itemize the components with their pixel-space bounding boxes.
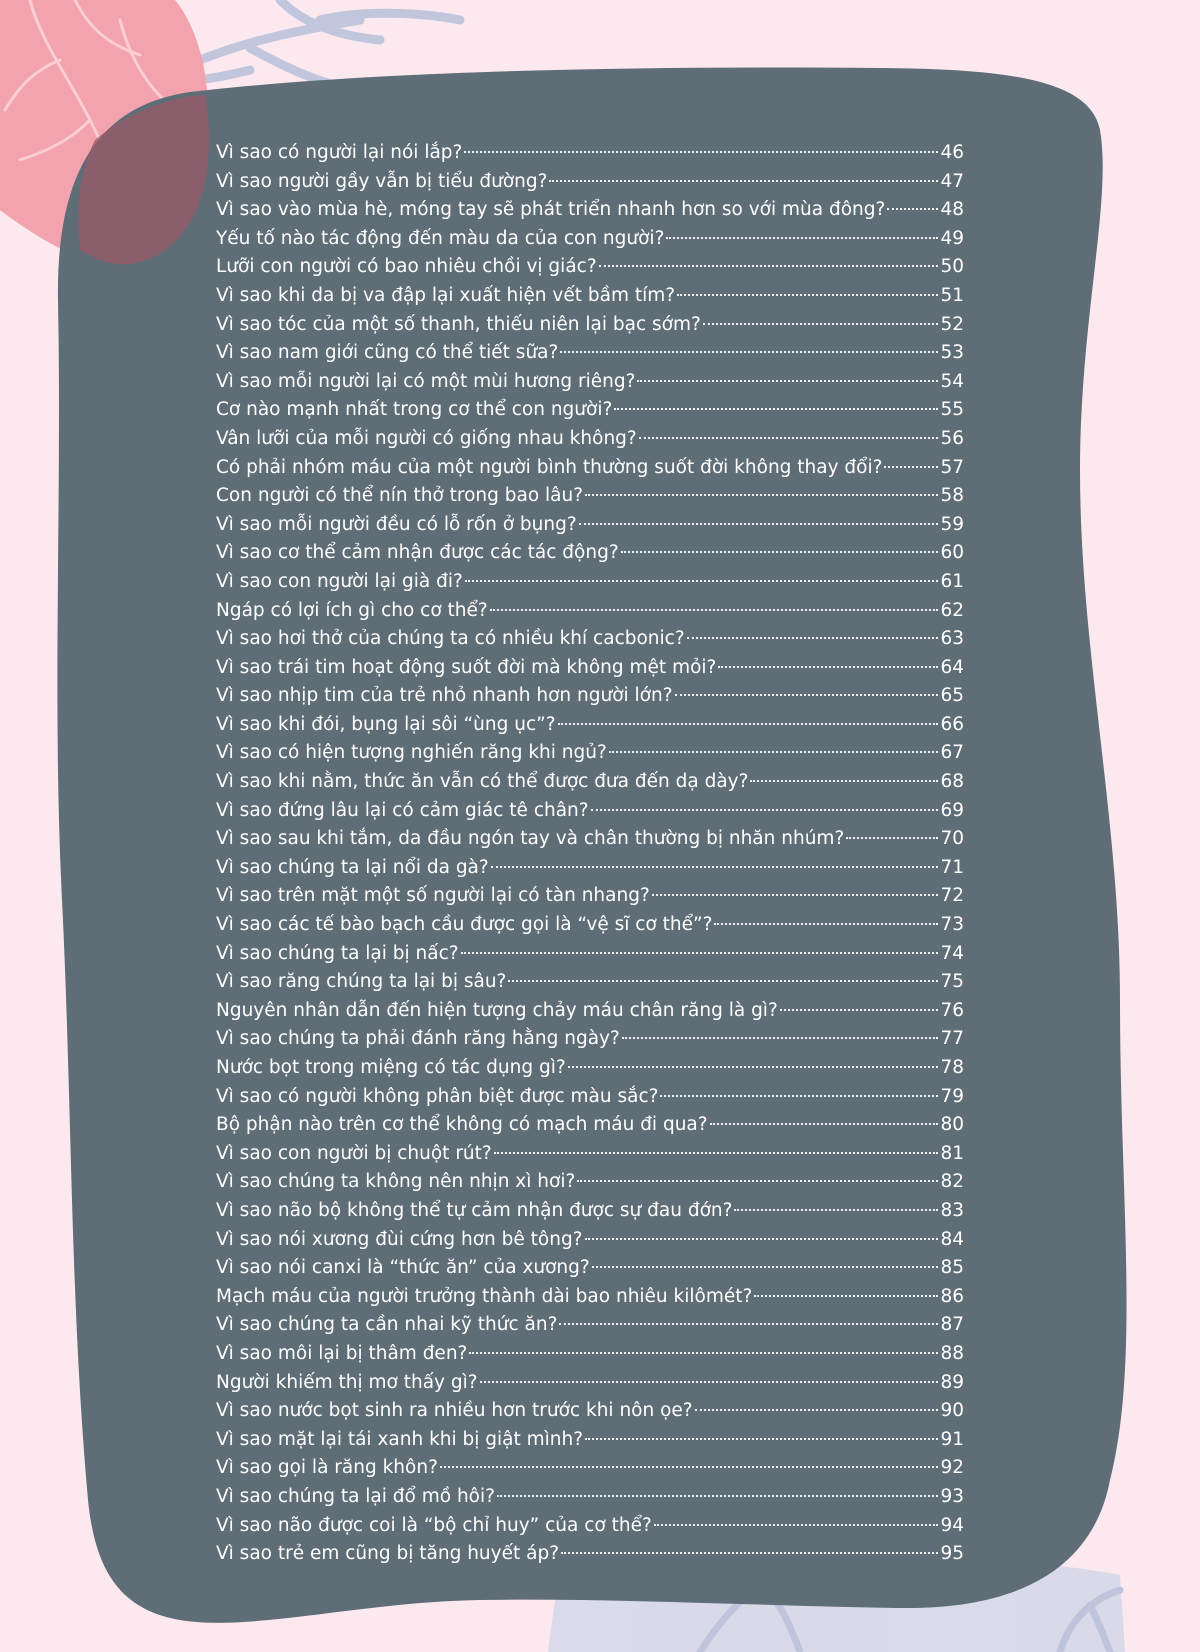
toc-entry[interactable]	[216, 1311, 964, 1340]
toc-entry[interactable]	[216, 797, 964, 826]
toc-entry-page-number: 62	[940, 599, 964, 621]
toc-entry-title: Mạch máu của người trưởng thành dài bao nhiêu kilômét?	[216, 1285, 753, 1307]
toc-dot-leader	[560, 351, 938, 353]
toc-entry-title: Vì sao vào mùa hè, móng tay sẽ phát triển nhanh hơn so với mùa đông?	[216, 199, 886, 221]
toc-entry-title: Vì sao cơ thể cảm nhận được các tác động?	[216, 542, 619, 564]
toc-entry-page-number: 79	[940, 1085, 964, 1107]
toc-dot-leader	[497, 1495, 938, 1497]
toc-entry-page-number: 50	[940, 256, 964, 278]
toc-entry-page-number: 69	[940, 799, 964, 821]
toc-entry-title: Vì sao trên mặt một số người lại có tàn nhang?	[216, 885, 650, 907]
toc-dot-leader	[585, 1438, 938, 1440]
toc-entry-page-number: 78	[940, 1057, 964, 1078]
toc-entry-title: Vì sao chúng ta phải đánh răng hằng ngày?	[216, 1028, 620, 1050]
toc-dot-leader	[464, 151, 938, 153]
toc-dot-leader	[884, 466, 938, 468]
toc-entry-page-number: 72	[940, 885, 964, 907]
toc-entry-title: Vì sao khi đói, bụng lại sôi “ùng ục”?	[216, 713, 556, 735]
toc-entry-title: Vì sao chúng ta không nên nhịn xì hơi?	[216, 1171, 576, 1193]
toc-entry-page-number: 95	[940, 1543, 964, 1565]
toc-entry-page-number: 89	[940, 1371, 964, 1393]
toc-entry[interactable]	[216, 768, 964, 797]
toc-dot-leader	[559, 1323, 938, 1325]
toc-entry-title: Vì sao môi lại bị thâm đen?	[216, 1342, 468, 1364]
toc-entry-page-number: 71	[940, 856, 964, 878]
toc-dot-leader	[585, 494, 938, 496]
toc-entry[interactable]	[216, 368, 964, 397]
toc-entry[interactable]	[216, 1483, 964, 1512]
toc-entry-title: Vì sao trẻ em cũng bị tăng huyết áp?	[216, 1543, 560, 1565]
toc-dot-leader	[677, 294, 938, 296]
toc-dot-leader	[549, 180, 938, 182]
toc-entry[interactable]	[216, 568, 964, 597]
toc-dot-leader	[579, 523, 939, 525]
toc-entry-title: Vì sao người gầy vẫn bị tiểu đường?	[216, 170, 548, 192]
toc-entry-page-number: 67	[940, 742, 964, 764]
toc-entry-title: Có phải nhóm máu của một người bình thường suốt đời không thay đổi?	[216, 456, 883, 478]
toc-entry-page-number: 57	[940, 456, 964, 478]
toc-dot-leader	[750, 780, 938, 782]
toc-entry-page-number: 70	[940, 828, 964, 850]
toc-entry[interactable]	[216, 196, 964, 225]
toc-entry-page-number: 76	[940, 999, 964, 1021]
toc-entry[interactable]	[216, 282, 964, 311]
toc-entry[interactable]	[216, 1025, 964, 1054]
toc-entry-page-number: 77	[940, 1028, 964, 1050]
toc-entry-title: Yếu tố nào tác động đến màu da của con người?	[216, 227, 665, 249]
toc-dot-leader	[585, 1238, 939, 1240]
toc-entry[interactable]	[216, 911, 964, 940]
toc-entry[interactable]	[216, 968, 964, 997]
toc-entry-page-number: 49	[940, 227, 964, 249]
toc-entry-title: Vì sao chúng ta cần nhai kỹ thức ăn?	[216, 1314, 558, 1336]
toc-entry-page-number: 83	[940, 1199, 964, 1221]
toc-entry-page-number: 60	[940, 542, 964, 564]
toc-dot-leader	[887, 208, 938, 210]
toc-dot-leader	[609, 751, 939, 753]
toc-entry[interactable]	[216, 997, 964, 1026]
toc-entry-title: Vì sao chúng ta lại nổi da gà?	[216, 856, 489, 878]
toc-dot-leader	[654, 1524, 939, 1526]
toc-entry[interactable]	[216, 654, 964, 683]
toc-dot-leader	[591, 809, 939, 811]
toc-entry-page-number: 92	[940, 1457, 964, 1479]
toc-entry[interactable]	[216, 940, 964, 969]
toc-entry-page-number: 85	[940, 1257, 964, 1279]
toc-entry-page-number: 46	[940, 142, 964, 163]
toc-entry-title: Vì sao não được coi là “bộ chỉ huy” của cơ thể?	[216, 1514, 652, 1536]
toc-entry[interactable]	[216, 1054, 964, 1083]
toc-entry-page-number: 53	[940, 342, 964, 364]
toc-dot-leader	[637, 380, 938, 382]
toc-entry-page-number: 80	[940, 1114, 964, 1136]
toc-dot-leader	[491, 866, 939, 868]
toc-dot-leader	[718, 666, 938, 668]
toc-entry-page-number: 61	[940, 570, 964, 592]
toc-entry-title: Vì sao mỗi người đều có lỗ rốn ở bụng?	[216, 513, 577, 535]
toc-entry-title: Vì sao nam giới cũng có thể tiết sữa?	[216, 342, 559, 364]
toc-entry-page-number: 86	[940, 1285, 964, 1307]
toc-entry-title: Vì sao khi da bị va đập lại xuất hiện vết bầm tím?	[216, 284, 676, 306]
toc-dot-leader	[687, 637, 939, 639]
toc-entry[interactable]	[216, 1397, 964, 1426]
toc-entry[interactable]	[216, 1426, 964, 1455]
toc-entry-page-number: 90	[940, 1400, 964, 1422]
toc-dot-leader	[577, 1180, 938, 1182]
toc-entry-title: Vì sao đứng lâu lại có cảm giác tê chân?	[216, 799, 589, 821]
toc-entry-page-number: 75	[940, 971, 964, 993]
toc-dot-leader	[568, 1066, 939, 1068]
toc-entry-page-number: 54	[940, 370, 964, 392]
toc-entry[interactable]	[216, 339, 964, 368]
toc-entry-title: Vì sao não bộ không thể tự cảm nhận được sự đau đớn?	[216, 1199, 733, 1221]
toc-entry-page-number: 64	[940, 656, 964, 678]
toc-entry-title: Bộ phận nào trên cơ thể không có mạch máu đi qua?	[216, 1114, 708, 1136]
toc-entry[interactable]	[216, 1226, 964, 1255]
toc-entry[interactable]	[216, 739, 964, 768]
toc-entry[interactable]	[216, 597, 964, 626]
toc-dot-leader	[592, 1266, 939, 1268]
toc-entry[interactable]	[216, 396, 964, 425]
toc-entry[interactable]	[216, 625, 964, 654]
toc-dot-leader	[461, 952, 939, 954]
toc-entry[interactable]	[216, 511, 964, 540]
toc-entry-page-number: 68	[940, 771, 964, 793]
toc-entry-title: Vì sao có người lại nói lắp?	[216, 142, 463, 163]
toc-entry-page-number: 81	[940, 1142, 964, 1164]
toc-entry-title: Ngáp có lợi ích gì cho cơ thể?	[216, 599, 488, 621]
toc-entry-page-number: 84	[940, 1228, 964, 1250]
toc-entry[interactable]	[216, 1369, 964, 1398]
toc-entry[interactable]	[216, 482, 964, 511]
table-of-contents	[216, 139, 964, 1569]
toc-entry-page-number: 47	[940, 170, 964, 192]
toc-dot-leader	[465, 580, 939, 582]
toc-entry-page-number: 66	[940, 713, 964, 735]
toc-entry[interactable]	[216, 1540, 964, 1569]
toc-entry[interactable]	[216, 854, 964, 883]
toc-dot-leader	[734, 1209, 938, 1211]
toc-entry-title: Vân lưỡi của mỗi người có giống nhau không?	[216, 427, 637, 449]
toc-entry-title: Vì sao con người lại già đi?	[216, 570, 463, 592]
toc-entry[interactable]	[216, 882, 964, 911]
toc-entry-title: Vì sao sau khi tắm, da đầu ngón tay và chân thường bị nhăn nhúm?	[216, 828, 845, 850]
toc-dot-leader	[621, 551, 939, 553]
toc-entry-title: Vì sao trái tim hoạt động suốt đời mà không mệt mỏi?	[216, 656, 717, 678]
toc-dot-leader	[494, 1152, 939, 1154]
toc-entry-page-number: 87	[940, 1314, 964, 1336]
toc-entry-page-number: 63	[940, 628, 964, 650]
toc-entry[interactable]	[216, 139, 964, 168]
toc-dot-leader	[846, 837, 938, 839]
toc-entry-page-number: 73	[940, 914, 964, 936]
toc-entry-title: Vì sao chúng ta lại bị nấc?	[216, 942, 459, 964]
toc-entry-page-number: 56	[940, 427, 964, 449]
toc-entry-title: Vì sao nước bọt sinh ra nhiều hơn trước khi nôn ọe?	[216, 1400, 693, 1422]
toc-dot-leader	[469, 1352, 938, 1354]
toc-entry[interactable]	[216, 1340, 964, 1369]
toc-dot-leader	[660, 1095, 938, 1097]
toc-entry-title: Vì sao mỗi người lại có một mùi hương riêng?	[216, 370, 636, 392]
toc-dot-leader	[599, 265, 939, 267]
toc-entry-title: Người khiếm thị mơ thấy gì?	[216, 1371, 478, 1393]
toc-entry[interactable]	[216, 1168, 964, 1197]
toc-entry-page-number: 48	[940, 199, 964, 221]
toc-entry-title: Vì sao mặt lại tái xanh khi bị giật mình?	[216, 1428, 584, 1450]
toc-entry-title: Vì sao có hiện tượng nghiến răng khi ngủ?	[216, 742, 607, 764]
toc-entry-page-number: 74	[940, 942, 964, 964]
toc-entry-page-number: 51	[940, 284, 964, 306]
toc-entry[interactable]	[216, 311, 964, 340]
toc-entry-title: Vì sao răng chúng ta lại bị sâu?	[216, 971, 507, 993]
toc-dot-leader	[561, 1552, 938, 1554]
toc-entry-title: Vì sao hơi thở của chúng ta có nhiều khí cacbonic?	[216, 628, 685, 650]
toc-entry[interactable]	[216, 682, 964, 711]
toc-dot-leader	[666, 237, 938, 239]
toc-entry-title: Nước bọt trong miệng có tác dụng gì?	[216, 1057, 566, 1078]
toc-dot-leader	[622, 1037, 939, 1039]
toc-entry[interactable]	[216, 1140, 964, 1169]
toc-entry[interactable]	[216, 711, 964, 740]
toc-entry[interactable]	[216, 454, 964, 483]
toc-entry-title: Vì sao gọi là răng khôn?	[216, 1457, 438, 1479]
toc-dot-leader	[710, 1123, 939, 1125]
toc-entry-page-number: 94	[940, 1514, 964, 1536]
toc-entry-page-number: 55	[940, 399, 964, 421]
toc-dot-leader	[652, 894, 939, 896]
toc-entry-title: Con người có thể nín thở trong bao lâu?	[216, 485, 584, 507]
toc-entry-page-number: 52	[940, 313, 964, 335]
toc-entry-title: Vì sao con người bị chuột rút?	[216, 1142, 492, 1164]
toc-dot-leader	[614, 408, 938, 410]
toc-dot-leader	[558, 723, 939, 725]
toc-entry-title: Cơ nào mạnh nhất trong cơ thể con người?	[216, 399, 613, 421]
toc-dot-leader	[480, 1381, 939, 1383]
toc-entry-page-number: 88	[940, 1342, 964, 1364]
toc-entry-title: Lưỡi con người có bao nhiêu chồi vị giác?	[216, 256, 597, 278]
toc-entry[interactable]	[216, 425, 964, 454]
toc-entry-title: Vì sao nói canxi là “thức ăn” của xương?	[216, 1257, 590, 1279]
toc-dot-leader	[508, 980, 938, 982]
toc-dot-leader	[714, 923, 938, 925]
toc-dot-leader	[440, 1466, 939, 1468]
toc-entry[interactable]	[216, 825, 964, 854]
toc-entry-page-number: 82	[940, 1171, 964, 1193]
toc-entry[interactable]	[216, 1083, 964, 1112]
toc-entry-page-number: 58	[940, 485, 964, 507]
toc-entry[interactable]	[216, 1197, 964, 1226]
toc-entry[interactable]	[216, 1254, 964, 1283]
toc-entry-page-number: 59	[940, 513, 964, 535]
toc-entry-title: Nguyên nhân dẫn đến hiện tượng chảy máu chân răng là gì?	[216, 999, 778, 1021]
toc-entry-page-number: 93	[940, 1485, 964, 1507]
toc-entry[interactable]	[216, 1111, 964, 1140]
toc-entry-title: Vì sao chúng ta lại đổ mồ hôi?	[216, 1485, 495, 1507]
toc-entry-page-number: 91	[940, 1428, 964, 1450]
toc-dot-leader	[675, 694, 939, 696]
toc-dot-leader	[754, 1295, 938, 1297]
toc-entry[interactable]	[216, 253, 964, 282]
toc-dot-leader	[490, 609, 939, 611]
toc-entry-title: Vì sao nhịp tim của trẻ nhỏ nhanh hơn người lớn?	[216, 685, 673, 707]
toc-entry-title: Vì sao khi nằm, thức ăn vẫn có thể được đưa đến dạ dày?	[216, 771, 749, 793]
toc-entry[interactable]	[216, 168, 964, 197]
toc-entry-title: Vì sao nói xương đùi cứng hơn bê tông?	[216, 1228, 583, 1250]
toc-entry-title: Vì sao có người không phân biệt được màu sắc?	[216, 1085, 659, 1107]
toc-dot-leader	[703, 323, 939, 325]
toc-entry-title: Vì sao tóc của một số thanh, thiếu niên lại bạc sớm?	[216, 313, 701, 335]
toc-entry[interactable]	[216, 225, 964, 254]
toc-entry[interactable]	[216, 1454, 964, 1483]
toc-dot-leader	[780, 1009, 939, 1011]
toc-entry[interactable]	[216, 1512, 964, 1541]
toc-entry[interactable]	[216, 539, 964, 568]
toc-dot-leader	[639, 437, 939, 439]
toc-entry[interactable]	[216, 1283, 964, 1312]
toc-dot-leader	[695, 1409, 939, 1411]
toc-entry-title: Vì sao các tế bào bạch cầu được gọi là “vệ sĩ cơ thể”?	[216, 914, 713, 936]
toc-entry-page-number: 65	[940, 685, 964, 707]
